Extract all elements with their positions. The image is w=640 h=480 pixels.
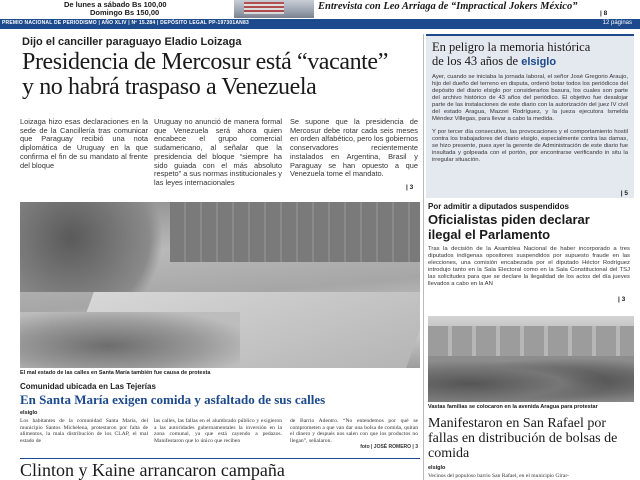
right-box-title-line2 xyxy=(432,54,628,69)
price-weekday: De lunes a sábado Bs 100,00 xyxy=(64,0,167,9)
street-photo-caption: El mal estado de las calles en Santa María también fue causa de protesta xyxy=(20,370,211,376)
right-story-headline-line1: Oficialistas piden declarar xyxy=(428,212,590,227)
main-col1: Loizaga hizo esas declaraciones en la sede de la Cancillería tras comunicar que Paraguay recibió una nota diplomática de Uruguay en la que confirma el fin de su mandato al frente del bloque xyxy=(20,117,148,170)
protest-photo xyxy=(428,316,634,402)
main-kicker: Dijo el canciller paraguayo Eladio Loizaga xyxy=(22,36,242,48)
main-headline-line2: y no habrá traspaso a Venezuela xyxy=(22,74,317,100)
right-box xyxy=(426,34,634,198)
story2-col3 xyxy=(290,418,418,451)
main-col2: Uruguay no anunció de manera formal que Venezuela será ahora quien encabece el grupo comercial sudamericano, al señalar que la presidencia del bloque “siempre ha sido guiada con el más absoluto respeto” a sus normas institucionales y las leyes internacionales xyxy=(154,117,282,187)
right-box-title[interactable] xyxy=(432,40,628,69)
right-story-page-ref: | 3 xyxy=(618,296,626,303)
story2-col3-text: de Barrio Adentro. “No entendemos por qué se comprometen a que van dar una bolsa de comida, quitan el dinero y después nos salen con que los productos no llegan”, señalaron. xyxy=(290,418,418,444)
info-bar xyxy=(0,19,640,29)
right-box-para1: Ayer, cuando se iniciaba la jornada laboral, el señor José Gregorio Araujo, hijo del dueño del terreno en disputa, ordenó botar todos los periódicos del depósito del diario elsiglo por considerarlos basura, los cuales son parte del archivo histórico de 43 años del periódico. El objetivo fue desalojar parte de las instalaciones de este diario con la autorización del juez IV civil del estado Aragua, Mazzei Rodríguez, y la jueza ejecutora Ismelda Méndez Villegas, para llevar a cabo la medida. xyxy=(432,74,628,122)
main-headline-line1: Presidencia de Mercosur está “vacante” xyxy=(22,49,388,75)
story2-kicker: Comunidad ubicada en Las Tejerías xyxy=(20,382,156,391)
column-divider xyxy=(423,34,424,480)
protest-photo-caption: Vastas familias se colocaron en la avenida Aragua para protestar xyxy=(428,404,598,410)
price-box xyxy=(64,0,204,18)
bottom-headline[interactable]: Clinton y Kaine arrancaron campaña xyxy=(20,458,420,480)
top-teaser[interactable]: Entrevista con Leo Arriaga de “Impractical Jokers México” xyxy=(318,1,578,12)
right-story2-headline[interactable]: Manifestaron en San Rafael por fallas en distribución de bolsas de comida xyxy=(428,416,618,461)
story2-byline: elsiglo xyxy=(20,410,38,416)
right-box-para2: Y por tercer día consecutivo, las provocaciones y el comportamiento hostil contra los trabajadores del diario elsiglo, especialmente contra las damas, se hizo presente, pues ayer la gerente de Administración de este diario fue insultada y golpeada con el portón, por encontrarse verificando in situ la irregular situación. xyxy=(432,129,628,163)
right-story2-byline: elsiglo xyxy=(428,465,446,471)
story2-headline[interactable]: En Santa María exigen comida y asfaltado de sus calles xyxy=(20,392,326,407)
right-box-title-line2-text: de los 43 años de xyxy=(432,54,519,68)
street-photo xyxy=(20,202,420,368)
story2-foto-credit: foto | JOSÉ ROMERO | 3 xyxy=(360,444,418,451)
brand-logo: elsiglo xyxy=(521,56,557,68)
right-story-kicker: Por admitir a diputados suspendidos xyxy=(428,202,569,211)
story2-col2: las calles, las fallas en el alumbrado público y exigieron a las autoridades gubernamentales la inversión en la zona comunal, ya que está cayendo a pedazos. Manifestaron que lo único que reciben xyxy=(154,418,282,444)
main-col3: Se supone que la presidencia de Mercosur debe rotar cada seis meses en orden alfabético, pero los gobiernos conservadores recientemente instalados en Argentina, Brasil y Paraguay se han opuesto a que Venezuela tome el mandato. xyxy=(290,117,418,179)
main-page-ref: | 3 xyxy=(406,184,414,191)
right-story2-snippet: Vecinos del populoso barrio San Rafael, en el municipio Girar- xyxy=(428,473,569,479)
teaser-photo xyxy=(234,0,314,18)
right-box-page-ref: | 5 xyxy=(620,190,628,197)
top-strip xyxy=(0,0,640,18)
page-count: 12 páginas xyxy=(602,20,632,26)
story2-col1: Los habitantes de la comunidad Santa María, del municipio Santos Michelena, protestaron por falta de alimentos, la mala distribución de los CLAP, el mal estado de xyxy=(20,418,148,444)
right-story-text: Tras la decisión de la Asamblea Nacional de haber incorporado a tres diputados indígenas opositores suspendidos por supuesto fraude en las elecciones, una comisión encabezada por el diputado Héctor Rodríguez introdujo tanto en la Sala Electoral como en la Sala Constitucional del TSJ las solicitudes para que se declare la ilegalidad de los actos del día jueves llevados a cabo en la AN xyxy=(428,246,630,287)
main-headline[interactable] xyxy=(22,50,422,100)
price-sunday: Domingo Bs 150,00 xyxy=(90,8,160,17)
right-story-headline-line2: ilegal el Parlamento xyxy=(428,227,551,242)
right-box-title-line1: En peligro la memoria histórica xyxy=(432,40,591,54)
right-box-text xyxy=(432,74,628,164)
info-bar-text: PREMIO NACIONAL DE PERIODISMO | AÑO XLIV | Nº 15.284 | DEPÓSITO LEGAL PP-197301AN83 xyxy=(2,20,249,26)
top-teaser-page-ref: | 8 xyxy=(600,10,608,17)
right-story-headline[interactable] xyxy=(428,212,634,242)
